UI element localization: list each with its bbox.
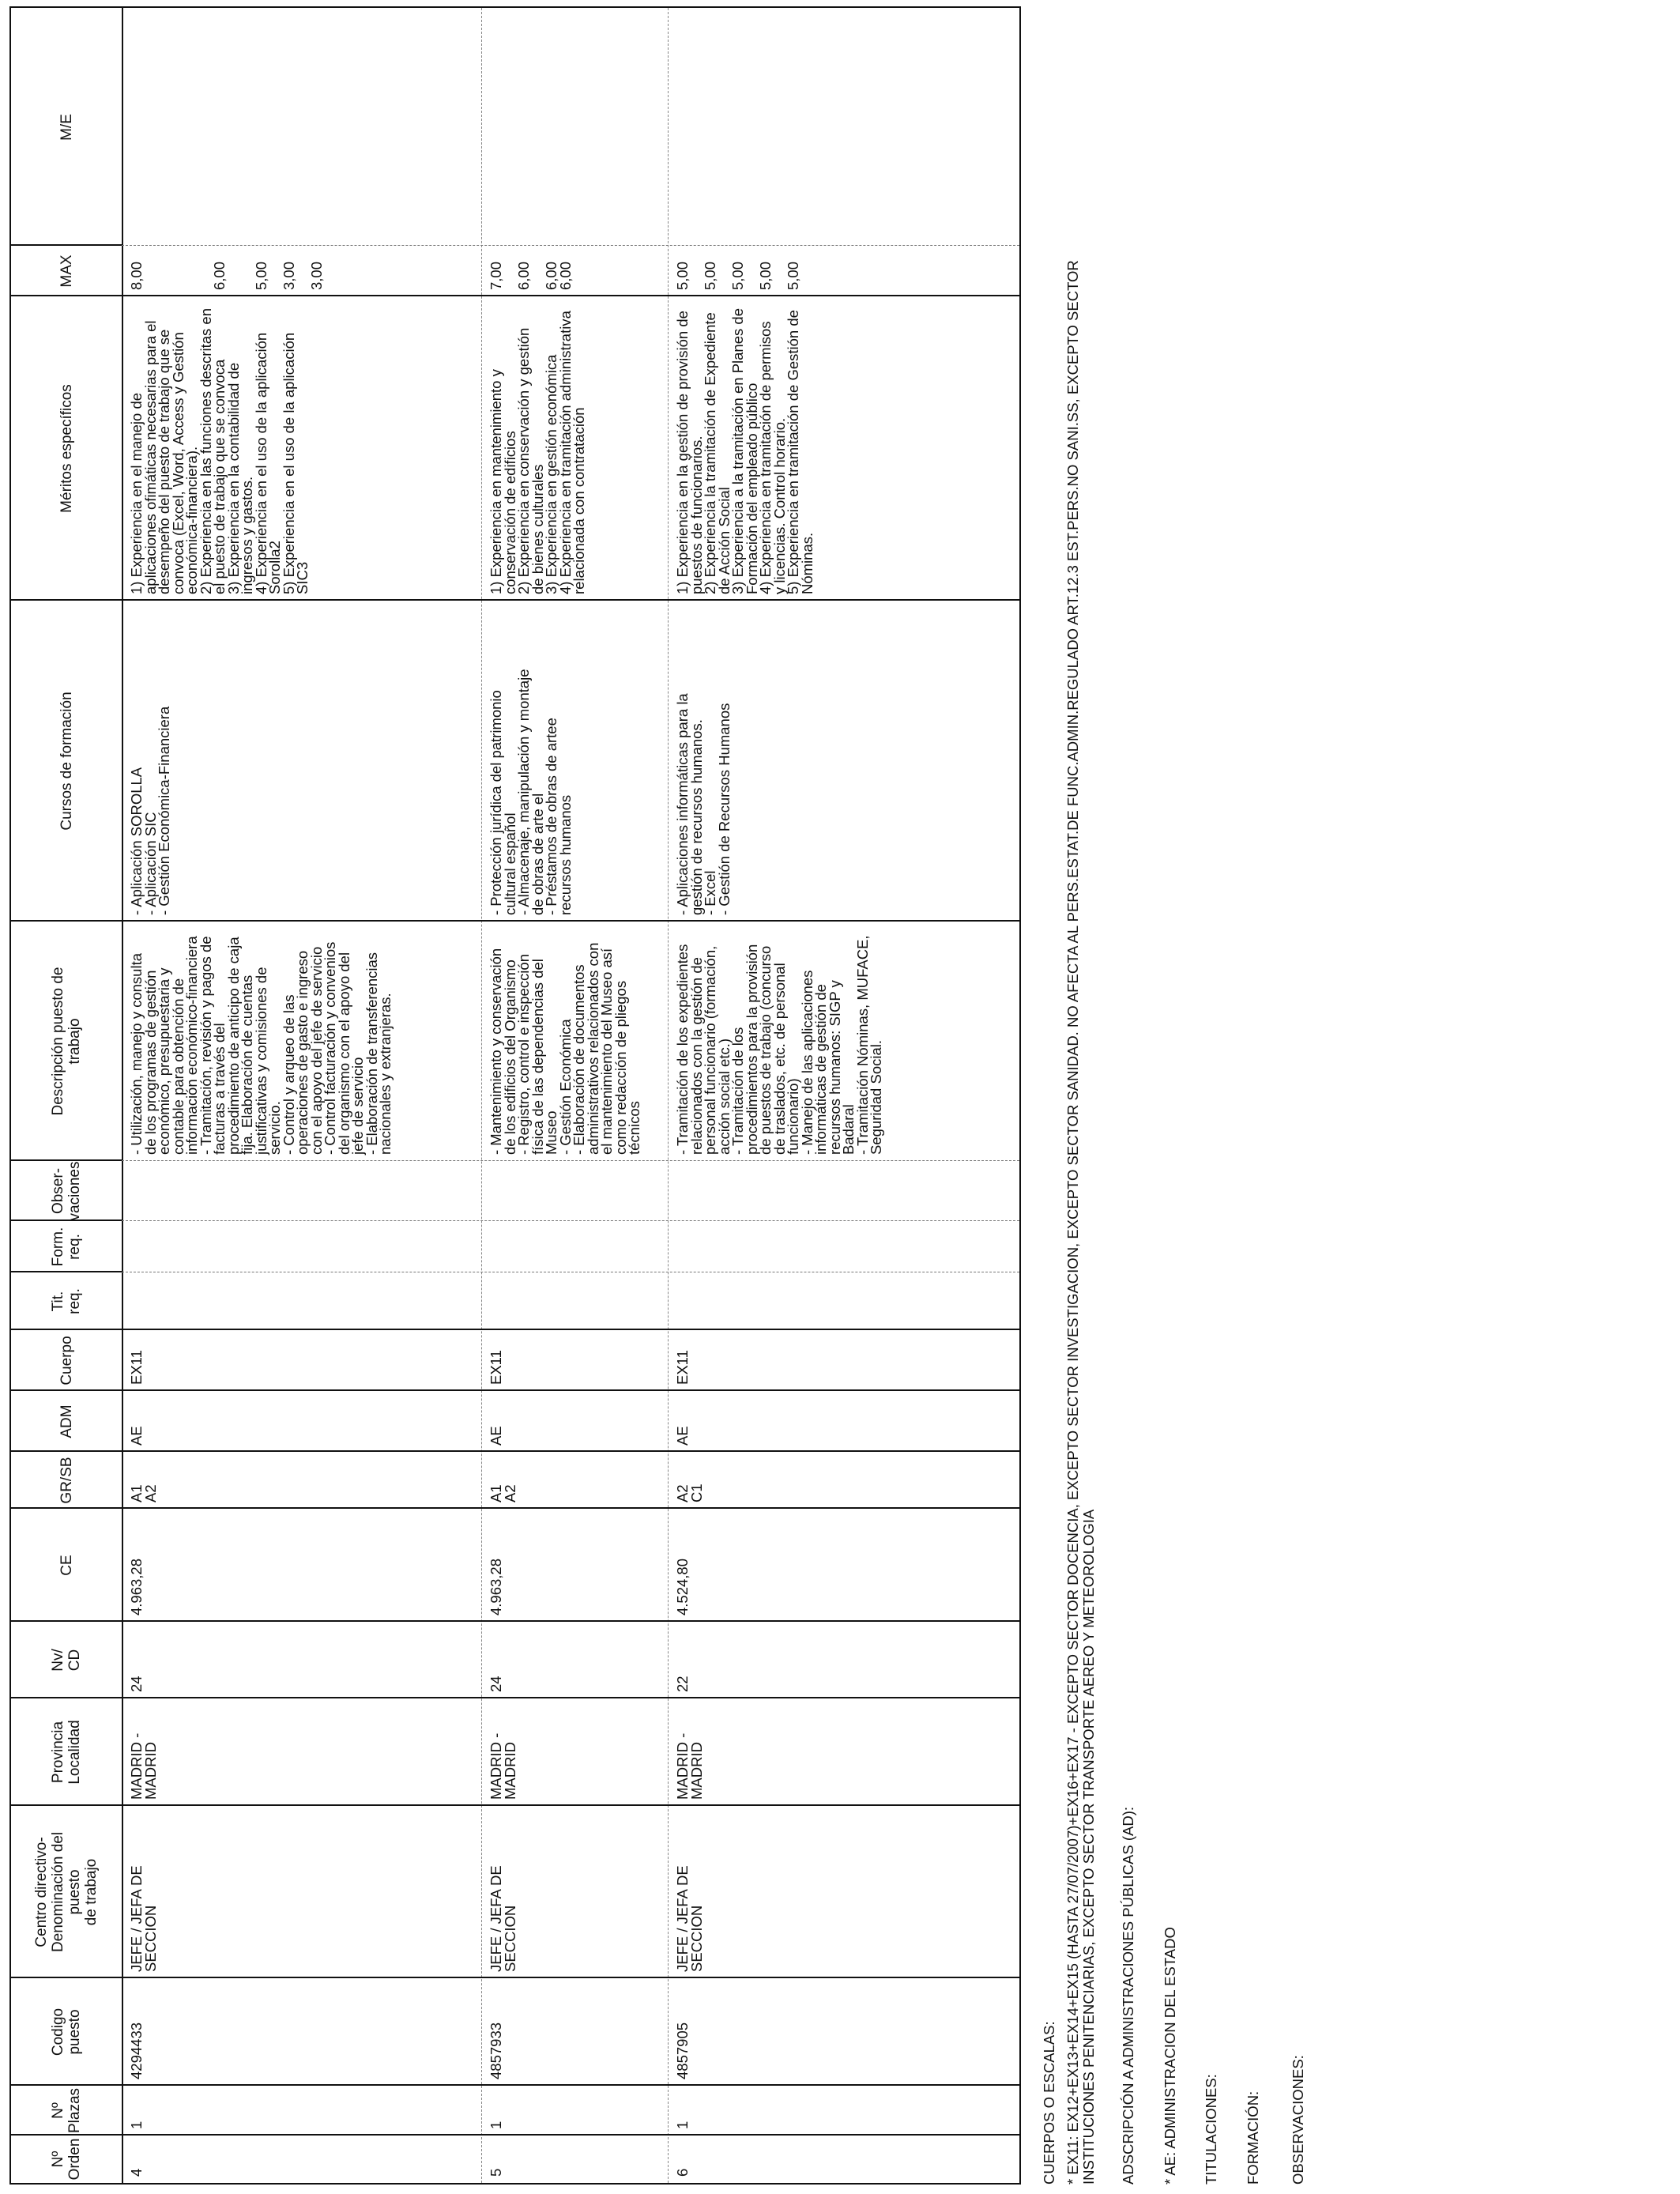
column-me	[11, 9, 1019, 246]
header-plazas: Nº Plazas	[50, 2087, 83, 2134]
cell-meritos: 1) Experiencia en la gestión de provisión de puestos de funcionarios. 2) Experiencia la tramitación de Expediente de Acción Social 3) Experiencia a la tramitación en Planes de Formación del empleado público 4) Experiencia en tramitación de permisos y licencias. Control horario. 5) Experiencia en tramitación de Gestión de Nóminas.	[674, 308, 816, 594]
column-max	[11, 246, 1019, 296]
header-provincia: Provincia Localidad	[50, 1720, 83, 1785]
cell-ce: 4.963,28	[488, 1558, 504, 1615]
cell-max: 5,00 5,00 5,00 5,00 5,00	[674, 261, 801, 290]
cell-grupo: A2 C1	[674, 1483, 705, 1502]
cell-plazas: 1	[488, 2120, 504, 2129]
cell-grupo: A1 A2	[488, 1484, 518, 1502]
column-plazas	[11, 2086, 1019, 2136]
column-titulacion	[11, 1272, 1019, 1330]
header-max: MAX	[58, 254, 75, 288]
column-cuerpo	[11, 1330, 1019, 1391]
column-cursos	[11, 601, 1019, 922]
cell-centro: JEFE / JEFA DE SECCION	[674, 1865, 705, 1972]
cell-cuerpo: EX11	[128, 1350, 145, 1385]
column-centro	[11, 1806, 1019, 1978]
cell-titulacion	[481, 1272, 668, 1330]
cell-plazas: 1	[128, 2120, 145, 2129]
header-codigo: Codigo puesto	[50, 2007, 83, 2056]
header-meritos: Méritos específicos	[58, 384, 75, 513]
observaciones-label: OBSERVACIONES:	[1290, 2055, 1306, 2185]
column-observaciones	[11, 1161, 1019, 1221]
header-me: M/E	[58, 114, 75, 141]
column-ce	[11, 1509, 1019, 1622]
cell-adm: AE	[674, 1426, 691, 1446]
adscripcion-text: * AE: ADMINISTRACION DEL ESTADO	[1162, 1927, 1178, 2185]
cell-max: 7,00 6,00 6,00 6,00	[488, 261, 574, 290]
header-cuerpo: Cuerpo	[58, 1336, 75, 1385]
cell-max: 8,00 6,00 5,00 3,00 3,00	[128, 261, 325, 290]
cell-ce: 4.963,28	[128, 1558, 145, 1615]
column-codigo	[11, 1978, 1019, 2086]
formacion-label: FORMACIÓN:	[1245, 2090, 1261, 2185]
cell-me	[668, 9, 1019, 246]
cuerpos-text: * EX11: EX12+EX13+EX14+EX15 (HASTA 27/07/2007)+EX16+EX17 - EXCEPTO SECTOR DOCENCIA, EXCEPTO SECTOR INVESTIGACION, EXCEPTO SECTOR SANIDAD. NO AFECTA AL PERS.ESTAT.DE FUNC.ADMIN.REGULADO ART.12.3 EST.PERS.NO SANI.SS, EXCEPTO SECTOR INSTITUCIONES PENITENCIARIAS, EXCEPTO SECTOR TRANSPORTE AEREO Y METEOROLOGIA	[1064, 260, 1097, 2185]
header-adm: ADM	[58, 1404, 75, 1438]
cell-centro: JEFE / JEFA DE SECCION	[488, 1865, 518, 1972]
header-observaciones: Obser- vaciones	[50, 1161, 83, 1221]
cell-cursos: - Aplicaciones informáticas para la gestión de recursos humanos. - Excel - Gestión de Recursos Humanos	[674, 693, 733, 915]
header-orden: Nº Orden	[50, 2138, 83, 2181]
cell-nivel: 24	[128, 1676, 145, 1692]
cell-codigo: 4857933	[488, 2022, 504, 2079]
cell-observaciones	[668, 1161, 1019, 1221]
cell-observaciones	[122, 1161, 481, 1221]
header-grupo: GR/SB	[58, 1457, 75, 1504]
cell-codigo: 4294433	[128, 2022, 145, 2079]
cell-formacion	[481, 1221, 668, 1272]
column-grupo	[11, 1452, 1019, 1509]
cell-titulacion	[668, 1272, 1019, 1330]
column-meritos	[11, 296, 1019, 601]
cuerpos-title: CUERPOS O ESCALAS:	[1041, 2021, 1057, 2185]
header-ce: CE	[58, 1555, 75, 1576]
cell-formacion	[668, 1221, 1019, 1272]
cell-cuerpo: EX11	[674, 1350, 691, 1385]
column-orden	[11, 2136, 1019, 2183]
header-cursos: Cursos de formación	[58, 692, 75, 831]
column-formacion	[11, 1221, 1019, 1272]
cell-provincia: MADRID - MADRID	[674, 1732, 705, 1800]
header-titulacion: Tit. req.	[50, 1288, 83, 1314]
cell-meritos: 1) Experiencia en el manejo de aplicaciones ofimáticas necesarias para el desempeño del puesto de trabajo que se convoca (Excel, Word, Access y Gestión económica-financiera). 2) Experiencia en las funciones descritas en el puesto de trabajo que se convoca 3) Experiencia en la contabilidad de ingresos y gastos. 4) Experiencia en el uso de la aplicación Sorolla2 5) Experiencia en el uso de la aplicación SIC3	[128, 308, 311, 594]
cell-cursos: - Aplicación SOROLLA - Aplicación SIC - Gestión Económica-Financiera	[128, 706, 172, 915]
column-nivel	[11, 1622, 1019, 1698]
adscripcion-title: ADSCRIPCIÓN A ADMINISTRACIONES PÚBLICAS (AD):	[1120, 1806, 1136, 2185]
cell-orden: 6	[674, 2168, 691, 2177]
header-nivel: Nv/ CD	[50, 1649, 83, 1672]
cell-provincia: MADRID - MADRID	[128, 1732, 159, 1800]
titulaciones-label: TITULACIONES:	[1203, 2074, 1219, 2185]
cell-nivel: 22	[674, 1676, 691, 1692]
cell-meritos: 1) Experiencia en mantenimiento y conservación de edificios 2) Experiencia en conservación y gestión de bienes culturales 3) Experiencia en gestión económica 4) Experiencia en tramitación administrativa relacionada con contratación	[488, 311, 587, 594]
cell-descripcion: - Tramitación de los expedientes relacionados con la gestión de personal funcionario (formación, acción social etc.) - Tramitación de los procedimientos para la provisión de puestos de trabajo (concurso de traslados, etc. de personal funcionario) - Manejo de las aplicaciones informáticas de gestión de recursos humanos: SIGP y Badaral - Tramitación Nóminas, MUFACE, Seguridad Social.	[674, 935, 884, 1155]
cell-descripcion: - Utilización, manejo y consulta de los programas de gestión económico, presupuestaria y contable para obtención de información económico-financiera - Tramitación, revisión y pagos de facturas a través del procedimiento de anticipo de caja fija. Elaboración de cuentas justificativas y comisiones de servicio. - Control y arqueo de las operaciones de gasto e ingreso con el apoyo del jefe de servicio - Control facturación y convenios del organismo con el apoyo del jefe de servicio - Elaboración de transferencias nacionales y extranjeras.	[128, 936, 394, 1155]
header-formacion: Form. req.	[50, 1227, 83, 1267]
cell-titulacion	[122, 1272, 481, 1330]
header-descripcion: Descripción puesto de trabajo	[50, 967, 83, 1116]
cell-orden: 4	[128, 2168, 145, 2177]
cell-descripcion: - Mantenimiento y conservación de los edificios del Organismo - Registro, control e inspección física de las dependencias del Museo - Gestión Económica - Elaboración de documentos administrativos relacionados con el mantenimiento del Museo así como redacción de pliegos técnicos	[488, 942, 642, 1155]
cell-plazas: 1	[674, 2120, 691, 2129]
cell-adm: AE	[128, 1426, 145, 1446]
cell-cuerpo: EX11	[488, 1350, 504, 1385]
cell-nivel: 24	[488, 1676, 504, 1692]
cell-observaciones	[481, 1161, 668, 1221]
cell-adm: AE	[488, 1426, 504, 1446]
cell-me	[122, 9, 481, 246]
cell-codigo: 4857905	[674, 2022, 691, 2079]
cell-cursos: - Protección jurídica del patrimonio cultural español - Almacenaje, manipulación y montaje de obras de arte el - Préstamos de obras de artee recursos humanos	[488, 669, 574, 915]
column-provincia	[11, 1698, 1019, 1806]
job-positions-table	[9, 6, 1021, 2185]
column-descripcion	[11, 922, 1019, 1161]
cell-ce: 4.524,80	[674, 1558, 691, 1615]
cell-grupo: A1 A2	[128, 1484, 159, 1502]
cell-centro: JEFE / JEFA DE SECCION	[128, 1865, 159, 1972]
cell-formacion	[122, 1221, 481, 1272]
cell-orden: 5	[488, 2168, 504, 2177]
cell-me	[481, 9, 668, 246]
header-centro: Centro directivo- Denominación del puesto de trabajo	[33, 1831, 100, 1953]
column-adm	[11, 1391, 1019, 1452]
cell-provincia: MADRID - MADRID	[488, 1732, 518, 1800]
